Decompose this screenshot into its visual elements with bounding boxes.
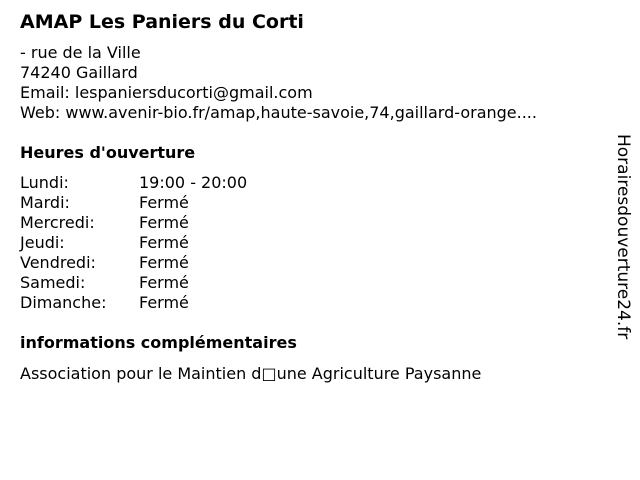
time-value: 19:00 - 20:00 [139, 173, 248, 192]
hours-table [20, 173, 610, 313]
business-card [20, 10, 610, 384]
time-value: Fermé [139, 253, 189, 272]
day-label: Samedi: [20, 273, 86, 292]
hours-row-tuesday [20, 193, 610, 213]
address-block [20, 43, 610, 123]
day-label: Mardi: [20, 193, 70, 212]
web-line: Web: www.avenir-bio.fr/amap,haute-savoie,74,gaillard-orange.... [20, 103, 537, 122]
info-heading: informations complémentaires [20, 333, 297, 352]
day-label: Dimanche: [20, 293, 107, 312]
hours-row-sunday [20, 293, 610, 313]
time-value: Fermé [139, 293, 189, 312]
time-value: Fermé [139, 233, 189, 252]
city-line: 74240 Gaillard [20, 63, 138, 82]
hours-row-thursday [20, 233, 610, 253]
email-line: Email: lespaniersducorti@gmail.com [20, 83, 313, 102]
site-brand-watermark: Horairesdouverture24.fr [613, 134, 633, 340]
time-value: Fermé [139, 193, 189, 212]
hours-row-wednesday [20, 213, 610, 233]
day-label: Lundi: [20, 173, 69, 192]
hours-row-friday [20, 253, 610, 273]
hours-row-saturday [20, 273, 610, 293]
day-label: Jeudi: [20, 233, 65, 252]
day-label: Vendredi: [20, 253, 96, 272]
day-label: Mercredi: [20, 213, 95, 232]
info-text: Association pour le Maintien d□une Agriculture Paysanne [20, 364, 482, 383]
street-line: - rue de la Ville [20, 43, 141, 62]
hours-row-monday [20, 173, 610, 193]
business-name: AMAP Les Paniers du Corti [20, 11, 304, 33]
hours-heading: Heures d'ouverture [20, 143, 196, 162]
time-value: Fermé [139, 213, 189, 232]
time-value: Fermé [139, 273, 189, 292]
